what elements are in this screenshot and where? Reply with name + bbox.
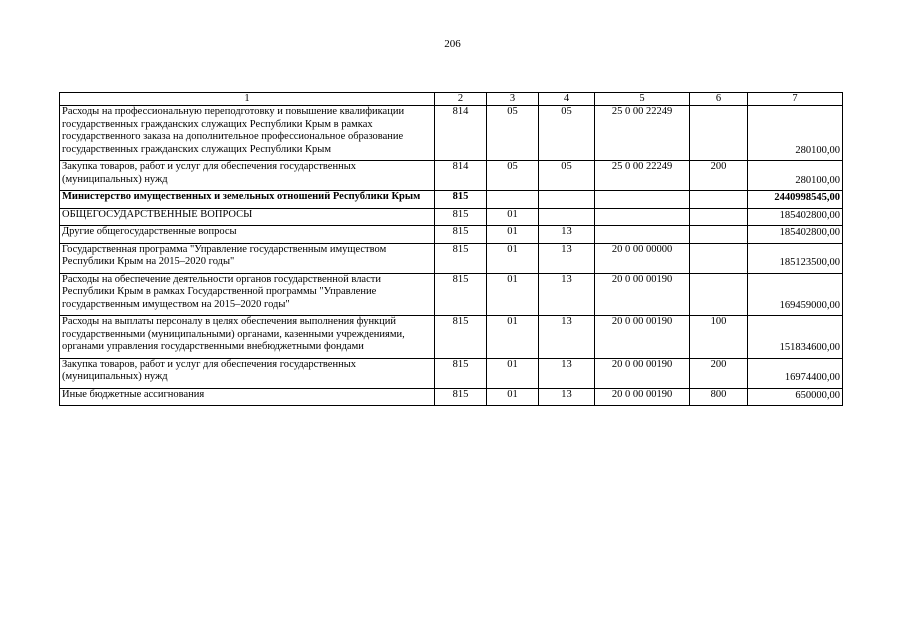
row-expense-type-cell: 200 xyxy=(690,161,748,191)
row-target-article-cell: 20 0 00 00190 xyxy=(595,358,690,388)
row-section-cell: 01 xyxy=(487,208,539,226)
column-header: 2 xyxy=(435,93,487,106)
row-name-cell: Закупка товаров, работ и услуг для обеспечения государственных (муниципальных) нужд xyxy=(60,161,435,191)
row-target-article-cell xyxy=(595,226,690,244)
table-row xyxy=(60,208,843,226)
budget-table xyxy=(59,92,843,406)
row-section-cell: 05 xyxy=(487,161,539,191)
row-target-article-cell: 20 0 00 00190 xyxy=(595,273,690,316)
column-header: 3 xyxy=(487,93,539,106)
row-target-article-cell: 25 0 00 22249 xyxy=(595,106,690,161)
row-section-cell: 05 xyxy=(487,106,539,161)
row-code-cell: 815 xyxy=(435,358,487,388)
row-name-cell: ОБЩЕГОСУДАРСТВЕННЫЕ ВОПРОСЫ xyxy=(60,208,435,226)
table-row xyxy=(60,388,843,406)
row-code-cell: 815 xyxy=(435,388,487,406)
row-target-article-cell: 20 0 00 00000 xyxy=(595,243,690,273)
row-name-cell: Закупка товаров, работ и услуг для обеспечения государственных (муниципальных) нужд xyxy=(60,358,435,388)
row-subsection-cell: 13 xyxy=(539,226,595,244)
row-code-cell: 814 xyxy=(435,106,487,161)
column-header: 1 xyxy=(60,93,435,106)
table-row xyxy=(60,191,843,209)
table-body xyxy=(60,106,843,406)
row-code-cell: 815 xyxy=(435,226,487,244)
row-subsection-cell: 13 xyxy=(539,316,595,359)
row-code-cell: 814 xyxy=(435,161,487,191)
table-row xyxy=(60,161,843,191)
row-subsection-cell: 13 xyxy=(539,388,595,406)
row-target-article-cell xyxy=(595,191,690,209)
row-expense-type-cell: 200 xyxy=(690,358,748,388)
row-expense-type-cell xyxy=(690,226,748,244)
row-amount-cell: 169459000,00 xyxy=(748,273,843,316)
row-amount-cell: 151834600,00 xyxy=(748,316,843,359)
row-subsection-cell: 13 xyxy=(539,273,595,316)
row-expense-type-cell xyxy=(690,191,748,209)
row-subsection-cell xyxy=(539,208,595,226)
table-row xyxy=(60,243,843,273)
row-target-article-cell xyxy=(595,208,690,226)
row-section-cell: 01 xyxy=(487,273,539,316)
row-expense-type-cell: 100 xyxy=(690,316,748,359)
row-section-cell: 01 xyxy=(487,243,539,273)
row-name-cell: Министерство имущественных и земельных отношений Республики Крым xyxy=(60,191,435,209)
row-expense-type-cell xyxy=(690,106,748,161)
row-subsection-cell: 13 xyxy=(539,243,595,273)
row-name-cell: Государственная программа "Управление государственным имуществом Республики Крым на 2015–2020 годы" xyxy=(60,243,435,273)
header-row xyxy=(60,93,843,106)
row-name-cell: Расходы на обеспечение деятельности органов государственной власти Республики Крым в рамках Государственной программы "Управление государственным имуществом на 2015–2020 годы" xyxy=(60,273,435,316)
row-code-cell: 815 xyxy=(435,191,487,209)
row-subsection-cell: 05 xyxy=(539,106,595,161)
table-row xyxy=(60,358,843,388)
row-code-cell: 815 xyxy=(435,243,487,273)
row-amount-cell: 185123500,00 xyxy=(748,243,843,273)
row-name-cell: Расходы на выплаты персоналу в целях обеспечения выполнения функций государственными (муниципальными) органами, казенными учреждениями, органами управления государственными внебюджетными фондами xyxy=(60,316,435,359)
row-section-cell xyxy=(487,191,539,209)
row-name-cell: Иные бюджетные ассигнования xyxy=(60,388,435,406)
row-amount-cell: 280100,00 xyxy=(748,161,843,191)
row-amount-cell: 185402800,00 xyxy=(748,208,843,226)
row-name-cell: Другие общегосударственные вопросы xyxy=(60,226,435,244)
row-target-article-cell: 25 0 00 22249 xyxy=(595,161,690,191)
row-code-cell: 815 xyxy=(435,208,487,226)
row-amount-cell: 2440998545,00 xyxy=(748,191,843,209)
table-row xyxy=(60,226,843,244)
column-header: 4 xyxy=(539,93,595,106)
table-row xyxy=(60,106,843,161)
column-header: 7 xyxy=(748,93,843,106)
table-row xyxy=(60,316,843,359)
row-subsection-cell: 05 xyxy=(539,161,595,191)
row-subsection-cell: 13 xyxy=(539,358,595,388)
column-header: 6 xyxy=(690,93,748,106)
row-section-cell: 01 xyxy=(487,358,539,388)
row-expense-type-cell xyxy=(690,208,748,226)
page-number: 206 xyxy=(444,38,461,50)
row-amount-cell: 280100,00 xyxy=(748,106,843,161)
row-section-cell: 01 xyxy=(487,316,539,359)
row-subsection-cell xyxy=(539,191,595,209)
row-target-article-cell: 20 0 00 00190 xyxy=(595,388,690,406)
row-name-cell: Расходы на профессиональную переподготовку и повышение квалификации государственных гражданских служащих Республики Крым в рамках государственного заказа на дополнительное профессиональное образование государственных гражданских служащих Республики Крым xyxy=(60,106,435,161)
row-expense-type-cell: 800 xyxy=(690,388,748,406)
row-section-cell: 01 xyxy=(487,388,539,406)
table-row xyxy=(60,273,843,316)
row-section-cell: 01 xyxy=(487,226,539,244)
row-code-cell: 815 xyxy=(435,316,487,359)
row-amount-cell: 650000,00 xyxy=(748,388,843,406)
row-target-article-cell: 20 0 00 00190 xyxy=(595,316,690,359)
row-expense-type-cell xyxy=(690,243,748,273)
row-expense-type-cell xyxy=(690,273,748,316)
row-amount-cell: 16974400,00 xyxy=(748,358,843,388)
column-header: 5 xyxy=(595,93,690,106)
row-amount-cell: 185402800,00 xyxy=(748,226,843,244)
row-code-cell: 815 xyxy=(435,273,487,316)
